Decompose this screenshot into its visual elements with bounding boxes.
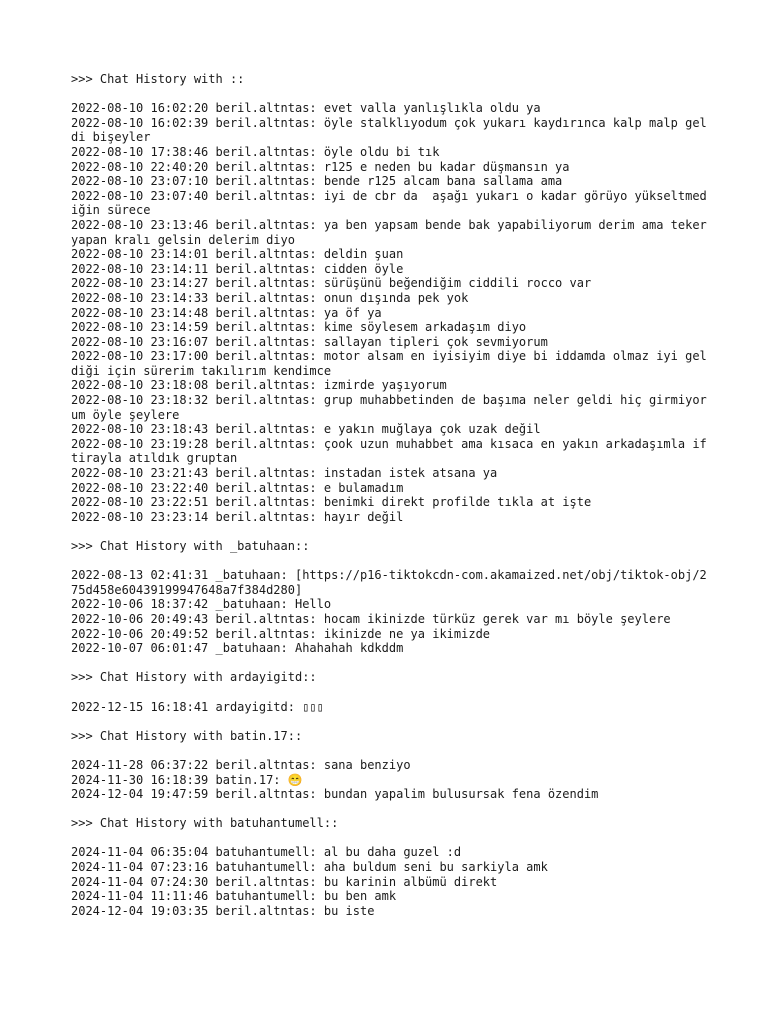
chat-message-line: 2022-08-10 23:13:46 beril.altntas: ya ben yapsam bende bak yapabiliyorum derim ama teker yapan kralı gelsin delerim diyo xyxy=(71,217,714,247)
chat-section xyxy=(71,72,714,539)
chat-message-line: 2022-08-10 23:16:07 beril.altntas: sallayan tipleri çok sevmiyorum xyxy=(71,334,548,349)
chat-message-line: 2022-10-06 20:49:43 beril.altntas: hocam ikinizde türküz gerek var mı böyle şeylere xyxy=(71,611,671,626)
chat-message-line: 2022-08-10 23:22:40 beril.altntas: e bulamadım xyxy=(71,480,404,495)
chat-section-header: >>> Chat History with ardayigitd:: xyxy=(71,670,317,685)
chat-message-line: 2022-08-10 23:14:59 beril.altntas: kime söylesem arkadaşım diyo xyxy=(71,320,527,335)
chat-message-line: 2022-08-10 23:17:00 beril.altntas: motor alsam en iyisiyim diye bi iddamda olmaz iyi geldiği için sürerim takılırım kendimce xyxy=(71,349,707,378)
chat-section-header: >>> Chat History with _batuhaan:: xyxy=(71,539,310,553)
chat-message-line: 2022-08-10 23:18:08 beril.altntas: izmirde yaşıyorum xyxy=(71,378,447,393)
chat-message-line: 2022-08-10 23:18:43 beril.altntas: e yakın muğlaya çok uzak değil xyxy=(71,422,541,437)
chat-section-header: >>> Chat History with batuhantumell:: xyxy=(71,816,339,831)
spacer xyxy=(71,685,711,700)
chat-message-line: 2022-08-13 02:41:31 _batuhaan: [https://p16-tiktokcdn-com.akamaized.net/obj/tiktok-obj/275d458e60439199947648a7f384d280] xyxy=(71,568,707,597)
chat-message-line: 2022-08-10 23:07:40 beril.altntas: iyi de cbr da aşağı yukarı o kadar görüyo yükseltmediğin sürece xyxy=(71,188,707,218)
chat-message-line: 2024-11-28 06:37:22 beril.altntas: sana benziyo xyxy=(71,757,411,772)
spacer xyxy=(71,87,711,102)
chat-message-line: 2022-08-10 23:14:01 beril.altntas: deldin şuan xyxy=(71,247,404,262)
chat-message-line: 2022-12-15 16:18:41 ardayigitd: ▯▯▯ xyxy=(71,699,324,714)
chat-message-line: 2022-08-10 23:14:33 beril.altntas: onun dışında pek yok xyxy=(71,290,469,305)
chat-message-line: 2022-08-10 17:38:46 beril.altntas: öyle oldu bi tık xyxy=(71,144,440,159)
chat-message-line: 2022-08-10 16:02:20 beril.altntas: evet valla yanlışlıkla oldu ya xyxy=(71,101,541,116)
chat-message-line: 2022-08-10 23:14:27 beril.altntas: sürüşünü beğendiğim ciddili rocco var xyxy=(71,276,592,291)
chat-section xyxy=(71,816,711,918)
chat-message-line: 2024-12-04 19:03:35 beril.altntas: bu iste xyxy=(71,903,375,918)
chat-message-line: 2022-08-10 23:21:43 beril.altntas: instadan istek atsana ya xyxy=(71,466,498,481)
chat-message-line: 2022-08-10 23:22:51 beril.altntas: benimki direkt profilde tıkla at işte xyxy=(71,495,592,510)
chat-section xyxy=(71,670,711,728)
chat-message-line: 2024-11-04 11:11:46 batuhantumell: bu ben amk xyxy=(71,889,397,904)
chat-message-line: 2022-10-06 18:37:42 _batuhaan: Hello xyxy=(71,597,332,612)
spacer xyxy=(71,743,711,758)
spacer xyxy=(71,802,711,817)
chat-message-line: 2024-11-04 07:24:30 beril.altntas: bu karinin albümü direkt xyxy=(71,874,498,889)
chat-message-line: 2022-08-10 22:40:20 beril.altntas: r125 e neden bu kadar düşmansın ya xyxy=(71,159,570,174)
chat-section xyxy=(71,539,711,670)
chat-message-line: 2022-08-10 23:14:11 beril.altntas: cidden öyle xyxy=(71,261,404,276)
chat-message-line: 2022-10-06 20:49:52 beril.altntas: ikinizde ne ya ikimizde xyxy=(71,626,491,641)
spacer xyxy=(71,831,711,846)
spacer xyxy=(71,554,711,569)
spacer xyxy=(71,524,711,539)
chat-section-header: >>> Chat History with batin.17:: xyxy=(71,728,303,743)
chat-message-line: 2022-08-10 16:02:39 beril.altntas: öyle stalklıyodum çok yukarı kaydırınca kalp malp geldi bişeyler xyxy=(71,115,707,145)
chat-section-header: >>> Chat History with :: xyxy=(71,72,245,86)
chat-message-line: 2022-08-10 23:18:32 beril.altntas: grup muhabbetinden de başıma neler geldi hiç girmiyorum öyle şeylere xyxy=(71,393,707,422)
chat-message-line: 2024-11-04 07:23:16 batuhantumell: aha buldum seni bu sarkiyla amk xyxy=(71,860,548,875)
spacer xyxy=(71,656,711,671)
chat-message-line: 2022-08-10 23:14:48 beril.altntas: ya öf ya xyxy=(71,305,382,320)
chat-message-line: 2024-12-04 19:47:59 beril.altntas: bundan yapalim bulusursak fena özendim xyxy=(71,787,599,802)
chat-message-line: 2022-08-10 23:19:28 beril.altntas: çook uzun muhabbet ama kısaca en yakın arkadaşımla iftirayla atıldık gruptan xyxy=(71,436,707,466)
chat-message-line: 2022-10-07 06:01:47 _batuhaan: Ahahahah kdkddm xyxy=(71,641,404,656)
chat-history-document xyxy=(71,72,714,918)
spacer xyxy=(71,714,711,729)
chat-message-line: 2022-08-10 23:23:14 beril.altntas: hayır değil xyxy=(71,509,404,524)
chat-message-line: 2024-11-04 06:35:04 batuhantumell: al bu daha guzel :d xyxy=(71,845,462,860)
chat-message-line: 2022-08-10 23:07:10 beril.altntas: bende r125 alcam bana sallama ama xyxy=(71,174,563,189)
chat-section xyxy=(71,729,711,817)
chat-message-line: 2024-11-30 16:18:39 batin.17: 😁 xyxy=(71,772,303,787)
